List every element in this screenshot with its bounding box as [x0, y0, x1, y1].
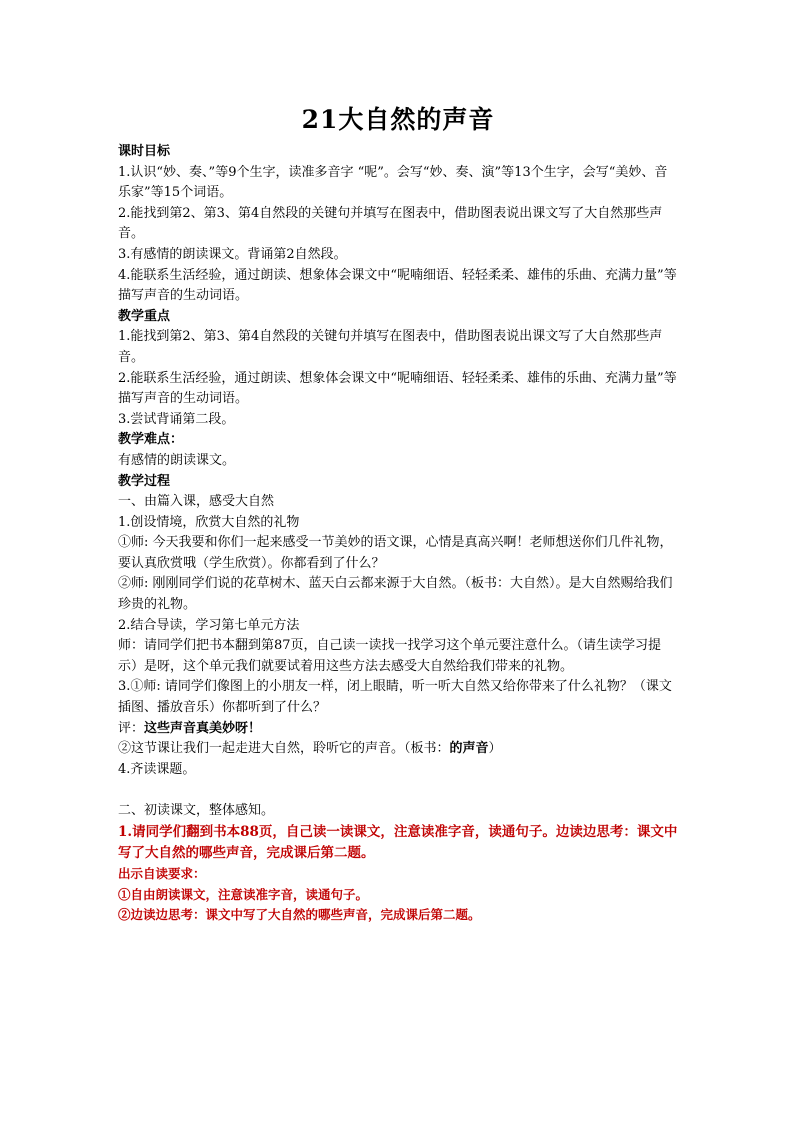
part1-step2-title: 2.结合导读，学习第七单元方法: [118, 617, 300, 633]
goals-heading: 课时目标: [118, 144, 171, 159]
key-point-2: 2.能联系生活经验，通过朗读、想象体会课文中“呢喃细语、轻轻柔柔、雄伟的乐曲、充满力量”等描写声音的生动词语。: [118, 370, 677, 407]
key-point-3: 3.尝试背诵第二段。: [118, 411, 235, 427]
part1-step1-a: ①师: 今天我要和你们一起来感受一节美妙的语文课，心情是真高兴啊！老师想送你们几件礼物，要认真欣赏哦（学生欣赏）。你都看到了什么？: [118, 535, 673, 571]
document-page: [118, 100, 678, 926]
step3-b-suffix: ）: [488, 741, 502, 757]
part2-req-title: 出示自读要求：: [118, 866, 206, 881]
part1-comment: [118, 719, 678, 740]
part2-req-2: ②边读边思考：课文中写了大自然的哪些声音，完成课后第二题。: [118, 907, 481, 923]
goal-item-2: 2.能找到第2、第3、第4自然段的关键句并填写在图表中，借助图表说出课文写了大自然那些声音。: [118, 205, 663, 242]
process-heading: 教学过程: [118, 473, 171, 489]
goal-item-1: 1.认识“妙、奏、”等9个生字，读准多音字 “呢”。会写“妙、奏、演”等13个生字，会写“美妙、音乐家”等15个词语。: [118, 164, 668, 201]
part1-step3-b: [118, 739, 678, 760]
part1-step4: 4.齐读课题。: [118, 761, 196, 777]
part2-req-1: ①自由朗读课文，注意读准字音，读通句子。: [118, 886, 369, 902]
part1-title: 一、由篇入课，感受大自然: [118, 494, 275, 510]
difficulty-text: 有感情的朗读课文。: [118, 452, 236, 468]
step3-b-bold: 的声音: [449, 741, 489, 757]
goal-item-4: 4.能联系生活经验，通过朗读、想象体会课文中“呢喃细语、轻轻柔柔、雄伟的乐曲、充满力量”等描写声音的生动词语。: [118, 267, 677, 304]
goal-item-3: 3.有感情的朗读课文。背诵第2自然段。: [118, 246, 347, 262]
part1-step2-text: 师：请同学们把书本翻到第87页，自己读一读找一找学习这个单元要注意什么。（请生读学习提示）是呀，这个单元我们就要试着用这些方法去感受大自然给我们带来的礼物。: [118, 638, 662, 674]
part1-step1-b: ②师: 刚刚同学们说的花草树木、蓝天白云都来源于大自然。（板书：大自然）。是大自然赐给我们珍贵的礼物。: [118, 576, 673, 613]
key-point-1: 1.能找到第2、第3、第4自然段的关键句并填写在图表中，借助图表说出课文写了大自然那些声音。: [118, 329, 663, 365]
step3-b-prefix: ②这节课让我们一起走进大自然，聆听它的声音。（板书：: [118, 741, 450, 757]
part2-title: 二、初读课文，整体感知。: [118, 803, 275, 819]
page-title: 21大自然的声音: [301, 105, 495, 134]
comment-label: 评：: [118, 720, 145, 736]
difficulty-heading: 教学难点：: [118, 432, 184, 448]
key-points-heading: 教学重点: [118, 308, 171, 324]
part1-step1-title: 1.创设情境，欣赏大自然的礼物: [118, 514, 300, 530]
spacer: [118, 780, 678, 801]
part2-step1: 1.请同学们翻到书本88页，自己读一读课文，注意读准字音，读通句子。边读边思考：课文中写了大自然的哪些声音，完成课后第二题。: [118, 824, 678, 861]
part1-step3-text: 3.①师: 请同学们像图上的小朋友一样，闭上眼睛，听一听大自然又给你带来了什么礼物？（课文插图、播放音乐）你都听到了什么？: [118, 679, 672, 716]
comment-text: 这些声音真美妙呀！: [144, 720, 262, 736]
